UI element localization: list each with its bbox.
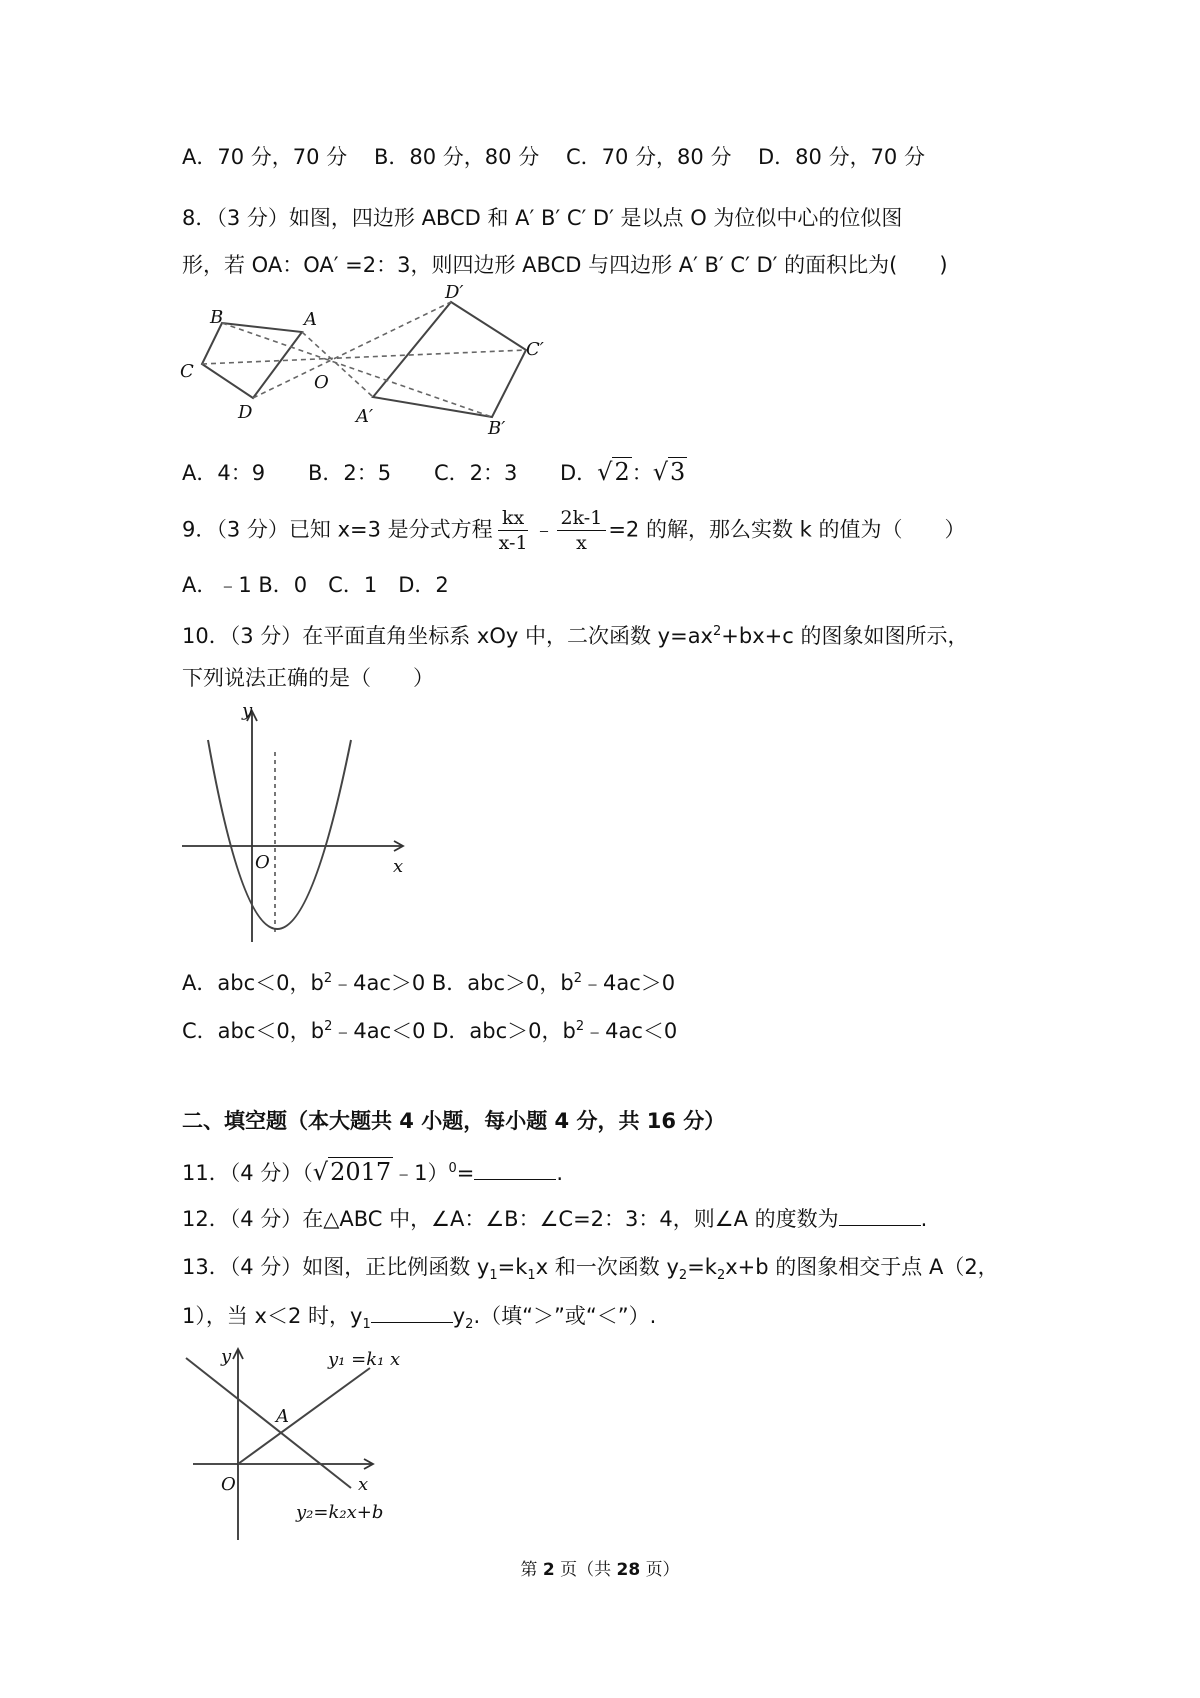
q10-line1: 10．（3 分）在平面直角坐标系 xOy 中，二次函数 $y=ax^2+bx+c$ 的图象如图所示， <box>182 624 969 648</box>
label-d-prime: D′ <box>445 282 464 303</box>
q8-line2: 形，若 OA：OA′ =2：3，则四边形 ABCD 与四边形 A′ B′ C′ D′ 的面积比为( ) <box>182 253 948 277</box>
line-y2 <box>186 1358 351 1488</box>
label-x: x <box>393 856 404 877</box>
fraction-2k-1: $\frac{2k-1}{x}$ <box>557 506 607 555</box>
label-a: A <box>276 1406 289 1427</box>
label-o: O <box>221 1474 236 1495</box>
fraction-kx: $\frac{kx}{x-1}$ <box>498 507 528 554</box>
label-b-prime: B′ <box>488 418 506 439</box>
q7-option-d: D．80 分，70 分 <box>758 145 925 169</box>
q8-line1: 8．（3 分）如图，四边形 ABCD 和 A′ B′ C′ D′ 是以点 O 为位似中心的位似图 <box>182 206 903 230</box>
page-number: 2 <box>542 1560 555 1580</box>
q8-option-b: B．2：5 <box>308 461 392 485</box>
label-a: A <box>304 309 317 330</box>
label-y2-eq: y₂=k₂x+b <box>296 1502 384 1523</box>
page-total: 28 <box>616 1560 641 1580</box>
label-o: O <box>255 852 270 873</box>
q10-line2: 下列说法正确的是（ ） <box>182 666 434 690</box>
label-c: C <box>180 361 194 382</box>
q8-option-c: C．2：3 <box>434 461 518 485</box>
q7-option-a: A．70 分，70 分 <box>182 145 348 169</box>
q12: 12．（4 分）在△ABC 中，∠A：∠B：∠C=2：3：4，则∠A 的度数为 . <box>182 1203 927 1234</box>
label-y: y <box>242 700 253 721</box>
q9-stem: 9．（3 分）已知 x=3 是分式方程 $\frac{kx}{x-1}$ ﹣ $\frac{2k-1}{x}$ =2 的解，那么实数 k 的值为（ ） <box>182 507 966 554</box>
label-y1-eq: y₁ =k₁ x <box>328 1349 401 1370</box>
label-o: O <box>314 372 329 393</box>
label-a-prime: A′ <box>356 406 374 427</box>
section2-heading: 二、填空题（本大题共 4 小题，每小题 4 分，共 16 分） <box>182 1109 726 1133</box>
q10-options-cd: C．abc＜0，$b^2﹣4ac<0$ D．abc＞0，$b^2﹣4ac<0$ <box>182 1019 678 1043</box>
label-y: y <box>221 1346 232 1367</box>
q13-line1: 13．（4 分）如图，正比例函数 $y_1=k_1x$ 和一次函数 $y_2=k_2x+b$ 的图象相交于点 A（2， <box>182 1255 999 1284</box>
line-y1 <box>238 1368 370 1464</box>
q7-option-b: B．80 分，80 分 <box>374 145 540 169</box>
page-footer: 第 2 页（共 28 页） <box>520 1560 680 1580</box>
q8-option-a: A．4：9 <box>182 461 266 485</box>
label-x: x <box>358 1474 369 1495</box>
sqrt-2: √2 <box>597 458 630 486</box>
sqrt-2017: √2017 <box>312 1158 392 1186</box>
q11: 11．（4 分）（√2017﹣1）$^0$= . <box>182 1158 564 1186</box>
q8-option-d: D．√2：√3 <box>560 458 686 486</box>
label-d: D <box>238 402 253 423</box>
q10-options-ab: A．abc＜0，$b^2﹣4ac>0$ B．abc＞0，$b^2﹣4ac>0$ <box>182 971 676 995</box>
label-b: B <box>210 307 224 328</box>
sqrt-3: √3 <box>652 458 686 486</box>
label-c-prime: C′ <box>526 339 544 360</box>
q13-line2: 1），当 x＜2 时，$y_1$ $y_2$.（填“＞”或“＜”）. <box>182 1300 656 1340</box>
q9-options: A．﹣1 B．0 C．1 D．2 <box>182 573 449 597</box>
q7-option-c: C．70 分，80 分 <box>566 145 732 169</box>
